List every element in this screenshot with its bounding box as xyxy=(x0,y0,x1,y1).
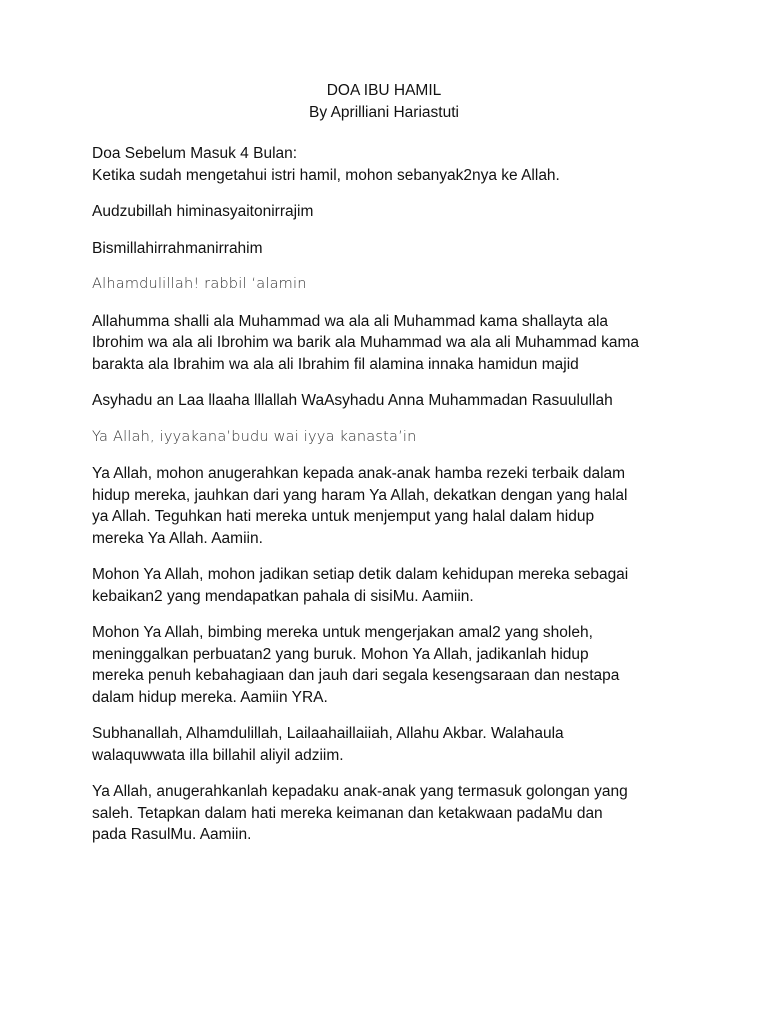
document-author: By Aprilliani Hariastuti xyxy=(309,103,459,121)
paragraph-syahadat: Asyhadu an Laa llaaha lllallah WaAsyhadu Anna Muhammadan Rasuulullah xyxy=(92,392,613,409)
paragraph-tasbih: Subhanallah, Alhamdulillah, Lailaahaillaiiah, Allahu Akbar. Walahaula walaquwwata illa billahil aliyil adziim. xyxy=(92,725,564,764)
paragraph-anak-saleh: Ya Allah, anugerahkanlah kepadaku anak-anak yang termasuk golongan yang saleh. Tetapkan dalam hati mereka keimanan dan ketakwaan padaMu dan pada RasulMu. Aamiin. xyxy=(92,783,628,843)
document-title: DOA IBU HAMIL xyxy=(326,82,442,99)
paragraph-taawudz: Audzubillah himinasyaitonirrajim xyxy=(92,203,314,220)
paragraph-kebaikan: Mohon Ya Allah, mohon jadikan setiap detik dalam kehidupan mereka sebagai kebaikan2 yang mendapatkan pahala di sisiMu. Aamiin. xyxy=(92,566,629,605)
paragraph-hamdalah: Alhamdulillah! rabbil ‘alamin xyxy=(92,276,307,292)
paragraph-amal-sholeh: Mohon Ya Allah, bimbing mereka untuk mengerjakan amal2 yang sholeh, meninggalkan perbuatan2 yang buruk. Mohon Ya Allah, jadikanlah hidup mereka penuh kebahagiaan dan jauh dari segala kesengsaraan dan nestapa dalam hidup mereka. Aamiin YRA. xyxy=(92,624,620,706)
paragraph-basmalah: Bismillahirrahmanirrahim xyxy=(92,239,263,257)
paragraph-shalawat: Allahumma shalli ala Muhammad wa ala ali Muhammad kama shallayta ala Ibrohim wa ala ali Ibrohim wa barik ala Muhammad wa ala ali Muhammad kama barakta ala Ibrahim wa ala ali Ibrahim fil alamina innaka hamidun majid xyxy=(92,312,640,373)
title-block xyxy=(0,80,768,123)
paragraph-rezeki: Ya Allah, mohon anugerahkan kepada anak-anak hamba rezeki terbaik dalam hidup mereka, jauhkan dari yang haram Ya Allah, dekatkan dengan yang halal ya Allah. Teguhkan hati mereka untuk menjemput yang halal dalam hidup mereka Ya Allah. Aamiin. xyxy=(92,465,628,547)
paragraph-intro: Doa Sebelum Masuk 4 Bulan: Ketika sudah mengetahui istri hamil, mohon sebanyak2nya ke Allah. xyxy=(92,145,560,184)
document-body xyxy=(92,143,692,861)
paragraph-iyyakanabudu: Ya Allah, iyyakana’budu wai iyya kanasta’in xyxy=(92,428,417,445)
